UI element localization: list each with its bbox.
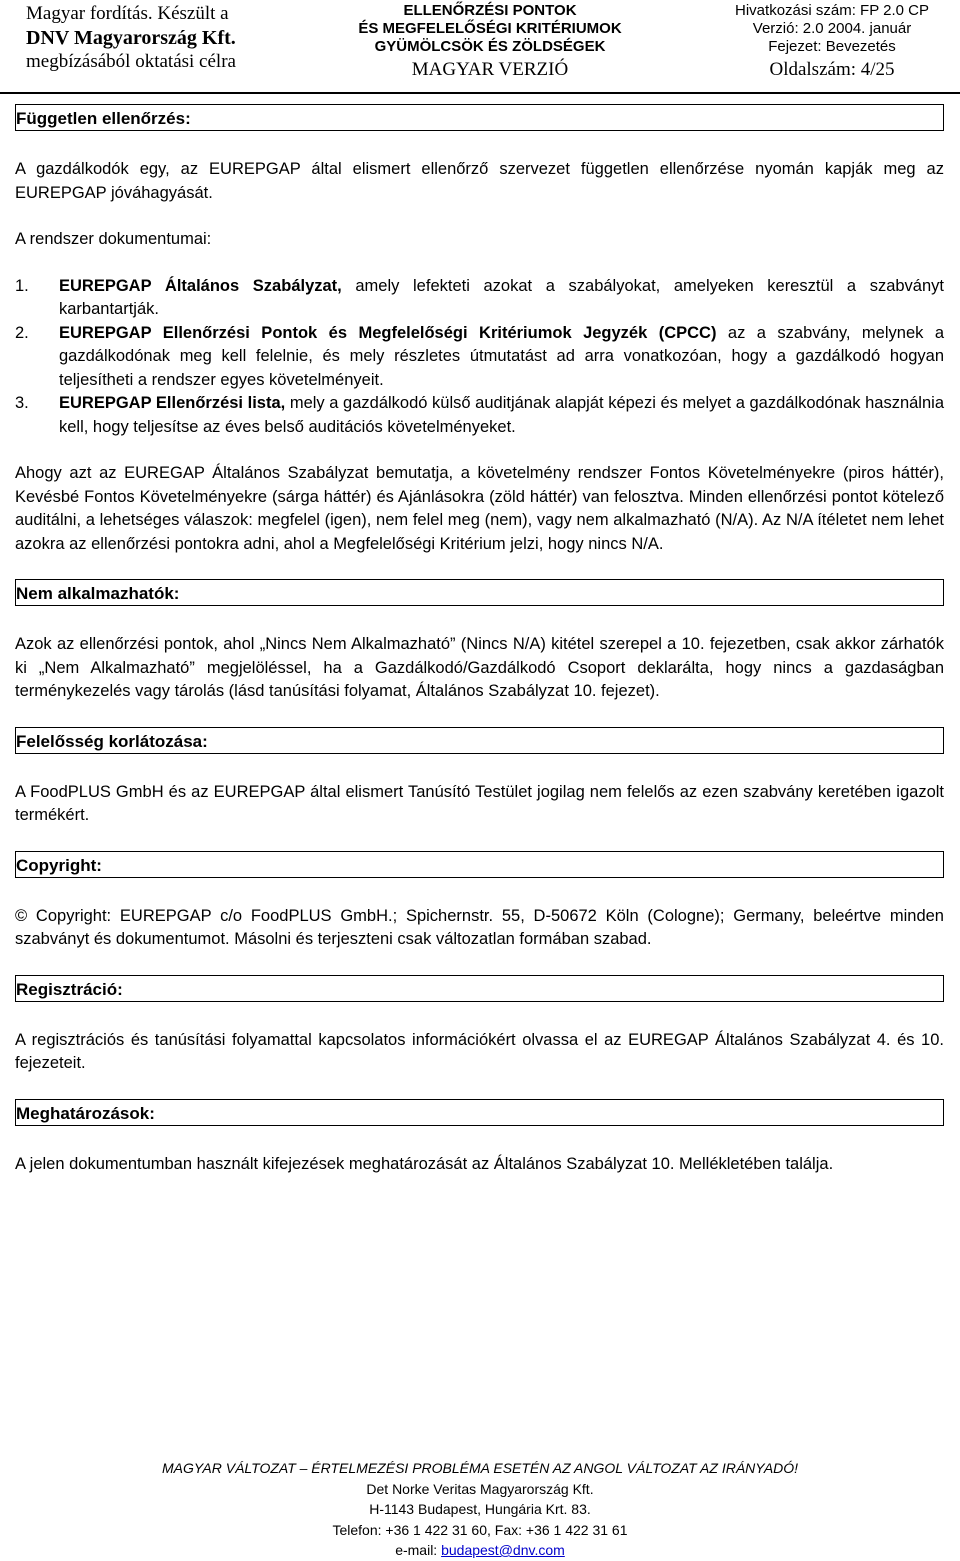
header-page-number: Oldalszám: 4/25	[769, 59, 895, 80]
paragraph: A jelen dokumentumban használt kifejezések meghatározását az Általános Szabályzat 10. Mellékletében találja.	[15, 1154, 834, 1173]
list-item	[15, 322, 944, 393]
section-title-text: Felelősség korlátozása:	[16, 731, 208, 751]
list-item-bold: EUREPGAP Általános Szabályzat,	[59, 276, 342, 295]
section-title-na	[15, 579, 944, 606]
footer-company: Det Norke Veritas Magyarország Kft.	[366, 1480, 594, 1497]
header-left	[26, 2, 236, 74]
paragraph: Azok az ellenőrzési pontok, ahol „Nincs Nem Alkalmazható” (Nincs N/A) kitétel szerepel a 10. fejezetben, csak akkor zárhatók ki „Nem Alkalmazható” megjelöléssel, ha a Gazdálkodó/Gazdálkodó Csoport deklarálta, hogy nincs a gazdaságban terménykezelés vagy tárolás (lásd tanúsítási folyamat, Általános Szabályzat 10. fejezet).	[15, 635, 944, 700]
section-title-definitions	[15, 1099, 944, 1126]
list-number: 1.	[15, 276, 29, 295]
header-chapter: Fejezet: Bevezetés	[768, 38, 896, 55]
section-title-independent	[15, 104, 944, 131]
footer-address: H-1143 Budapest, Hungária Krt. 83.	[369, 1501, 591, 1517]
list-item-text: az a szabvány, melynek a gazdálkodónak meg kell felelnie, és mely részletes útmutatást ad arra vonatkozóan, hogy a gazdálkodó hogyan teljesítheti a rendszer egyes követelményeit.	[59, 323, 944, 389]
page-content	[15, 104, 944, 1176]
list-item-text: amely lefekteti azokat a szabályokat, amelyeken keresztül a szabványt karbantartják.	[59, 276, 944, 318]
header-left-line-2: DNV Magyarország Kft.	[26, 27, 236, 49]
page-header	[0, 0, 960, 94]
section-title-text: Nem alkalmazhatók:	[16, 584, 180, 603]
header-center-line-4: MAGYAR VERZIÓ	[411, 59, 569, 80]
paragraph: A gazdálkodók egy, az EUREPGAP által elismert ellenőrző szervezet független ellenőrzése nyomán kapják meg az EUREPGAP jóváhagyását.	[15, 160, 944, 202]
header-center-line-1: ELLENŐRZÉSI PONTOK	[403, 2, 577, 19]
header-right	[712, 2, 952, 84]
footer-phone: Telefon: +36 1 422 31 60, Fax: +36 1 422 31 61	[332, 1521, 628, 1538]
paragraph: A FoodPLUS GmbH és az EUREPGAP által elismert Tanúsító Testület jogilag nem felelős az ezen szabvány keretében igazolt termékért.	[15, 782, 944, 824]
section-title-text: Független ellenőrzés:	[16, 109, 191, 128]
footer-email-label: e-mail:	[395, 1542, 442, 1558]
list-item-bold: EUREPGAP Ellenőrzési Pontok és Megfelelőségi Kritériumok Jegyzék (CPCC)	[59, 323, 717, 342]
paragraph: A regisztrációs és tanúsítási folyamattal kapcsolatos információkért olvassa el az EUREGAP Általános Szabályzat 4. és 10. fejezeteit.	[15, 1030, 944, 1072]
header-left-line-1: Magyar fordítás. Készült a	[26, 3, 229, 24]
section-title-text: Meghatározások:	[16, 1103, 155, 1123]
header-left-line-3: megbízásából oktatási célra	[26, 51, 236, 72]
header-center-line-2: ÉS MEGFELELŐSÉGI KRITÉRIUMOK	[358, 20, 622, 37]
list-item	[15, 392, 944, 439]
section-title-liability	[15, 727, 944, 754]
section-title-registration	[15, 975, 944, 1002]
page-footer	[0, 1458, 960, 1561]
paragraph: Ahogy azt az EUREGAP Általános Szabályzat bemutatja, a követelmény rendszer Fontos Követelményekre (piros háttér), Kevésbé Fontos Követelményekre (sárga háttér) és Ajánlásokra (zöld háttér) van felosztva. Minden ellenőrzési pontot kötelező auditálni, a lehetséges válaszok: megfelel (igen), nem felel meg (nem), vagy nem alkalmazható (N/A). Az N/A ítéletet nem lehet azokra az ellenőrzési pontokra adni, ahol a Megfelelőségi Kritérium jelzi, hogy nincs N/A.	[15, 464, 944, 553]
list-item-text: mely a gazdálkodó külső auditjának alapját képezi és melyet a gazdálkodónak használnia kell, hogy teljesítse az éves belső auditációs követelményeket.	[59, 394, 944, 436]
header-center-line-3: GYÜMÖLCSÖK ÉS ZÖLDSÉGEK	[374, 38, 606, 55]
header-center	[340, 2, 640, 84]
footer-notice: MAGYAR VÁLTOZAT – ÉRTELMEZÉSI PROBLÉMA ESETÉN AZ ANGOL VÁLTOZAT AZ IRÁNYADÓ!	[161, 1460, 799, 1476]
documents-list	[15, 275, 944, 440]
header-ref-number: Hivatkozási szám: FP 2.0 CP	[735, 2, 929, 19]
list-number: 3.	[15, 394, 29, 412]
list-item-bold: EUREPGAP Ellenőrzési lista,	[59, 394, 286, 412]
section-title-text: Regisztráció:	[16, 979, 123, 999]
list-item	[15, 275, 944, 322]
header-version: Verzió: 2.0 2004. január	[752, 20, 912, 37]
list-number: 2.	[15, 323, 29, 342]
paragraph: A rendszer dokumentumai:	[15, 230, 212, 248]
section-title-text: Copyright:	[16, 855, 102, 875]
section-title-copyright	[15, 851, 944, 878]
paragraph: © Copyright: EUREPGAP c/o FoodPLUS GmbH.; Spichernstr. 55, D-50672 Köln (Cologne); Germany, beleértve minden szabványt és dokumentumot. Másolni és terjeszteni csak változatlan formában szabad.	[15, 906, 944, 948]
footer-email-link[interactable]: budapest@dnv.com	[441, 1542, 565, 1558]
footer-email-line	[0, 1540, 960, 1561]
